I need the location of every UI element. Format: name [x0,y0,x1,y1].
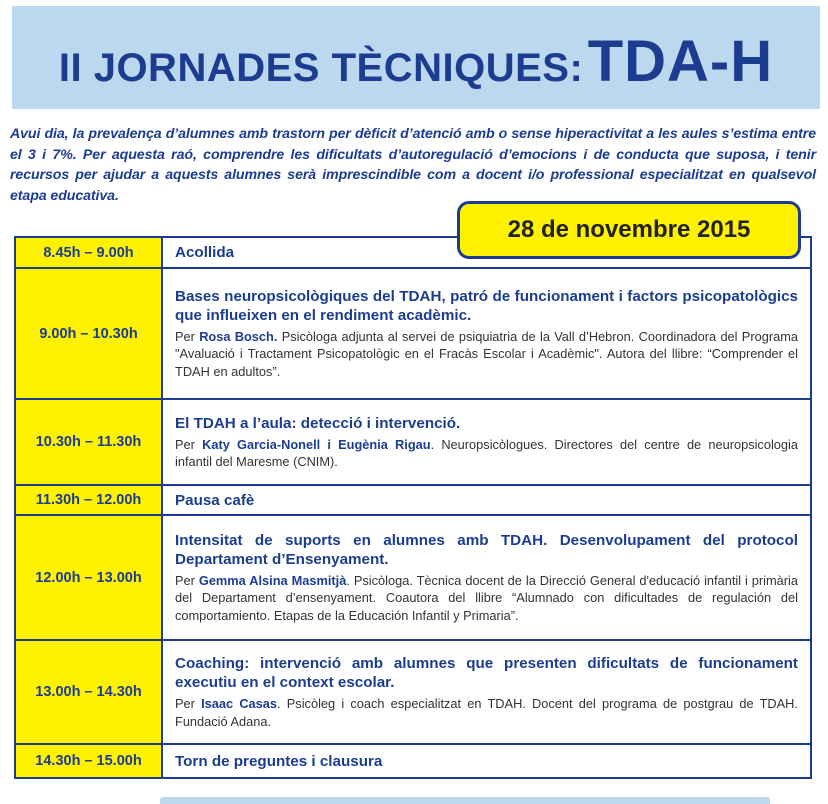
speaker-name: Gemma Alsina Masmitjà [198,572,347,588]
time-cell: 14.30h – 15.00h [15,744,162,778]
session-description [175,695,798,730]
speaker-prefix: Per [175,696,202,711]
page-title [12,28,820,95]
session-cell [162,640,811,744]
table-row [15,399,811,485]
table-row [15,515,811,640]
session-cell [162,485,811,515]
date-badge: 28 de novembre 2015 [457,201,801,259]
session-description [175,436,798,471]
session-title: Coaching: intervenció amb alumnes que presenten dificultats de funcionament executiu en el context escolar. [175,655,798,691]
speaker-bio: . Psicòleg i coach especialitzat en TDAH. Docent del programa de postgrau de TDAH. Fundació Adana. [175,696,798,729]
time-cell: 10.30h – 11.30h [15,399,162,485]
time-cell: 9.00h – 10.30h [15,268,162,399]
session-title: Torn de preguntes i clausura [175,752,383,770]
session-cell [162,399,811,485]
time-cell: 13.00h – 14.30h [15,640,162,744]
table-row [15,268,811,399]
table-row [15,485,811,515]
time-cell: 11.30h – 12.00h [15,485,162,515]
session-title: Bases neuropsicològiques del TDAH, patró de funcionament i factors psicopatològics que influeixen en el rendiment acadèmic. [175,287,798,324]
session-cell [162,744,811,778]
speaker-bio: Psicòloga adjunta al servei de psiquiatria de la Vall d’Hebron. Coordinadora del Programa "Avaluació i Tractament Psicopatològic en el Fracàs Escolar i Acadèmic". Autora del llibre: “Comprender el TDAH en adultos”. [175,328,798,379]
speaker-name: Katy Garcia-Nonell i Eugènia Rigau [202,436,431,452]
session-cell [162,515,811,640]
session-title: Intensitat de suports en alumnes amb TDAH. Desenvolupament del protocol Departament d’Ensenyament. [175,531,798,568]
session-title: El TDAH a l’aula: detecció i intervenció. [175,414,461,432]
speaker-bio: . Neuropsicòlogues. Directores del centre de neuropsicologia infantil del Maresme (CNIM). [175,436,798,469]
speaker-prefix: Per [175,436,203,452]
header-banner [12,6,820,109]
speaker-prefix: Per [175,572,199,588]
speaker-prefix: Per [175,328,200,344]
table-row [15,744,811,778]
session-title: Acollida [175,244,235,261]
session-cell [162,268,811,399]
session-title: Pausa cafè [175,491,255,509]
speaker-bio: . Psicòloga. Tècnica docent de la Direcció General d'educació infantil i primària del Departament d’ensenyament. Coautora del llibre “Alumnado con dificultades de regulación del comportamiento. Etapas de la Educación Infantil y Primaria”. [175,572,798,623]
title-text: II JORNADES TÈCNIQUES: [58,46,584,90]
table-row [15,640,811,744]
schedule-table [14,236,812,779]
footer-strip [160,797,770,804]
time-cell: 12.00h – 13.00h [15,515,162,640]
session-description [175,572,798,625]
speaker-name: Isaac Casas [201,696,278,711]
time-cell: 8.45h – 9.00h [15,237,162,268]
speaker-name: Rosa Bosch. [199,328,278,344]
title-acronym: TDA-H [587,29,774,94]
session-description [175,328,798,381]
intro-paragraph: Avui dia, la prevalença d’alumnes amb trastorn per dèficit d’atenció amb o sense hiperactivitat a les aules s’estima entre el 3 i 7%. Per aquesta raó, comprendre les dificultats d’autoregulació d’emocions i de conducta que suposa, i tenir recursos per ajudar a aquests alumnes serà imprescindible com a docent i/o professional especialitzat en qualsevol etapa educativa. [10,126,816,204]
